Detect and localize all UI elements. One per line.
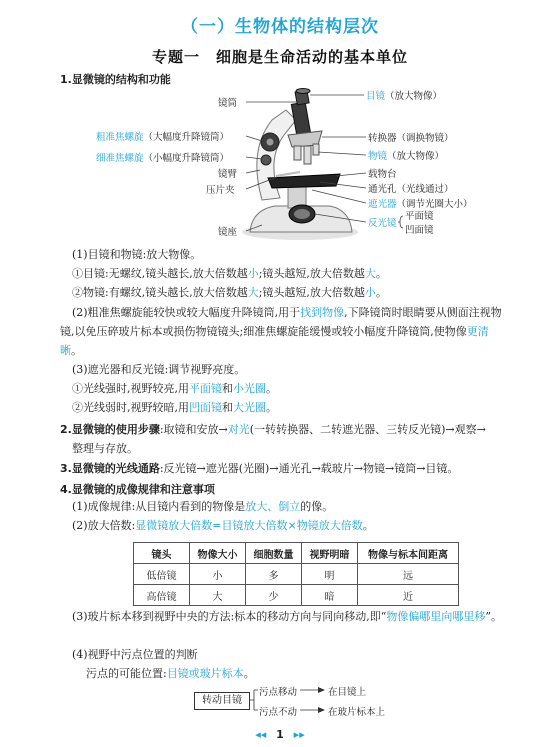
s1-line-4: (3)遮光器和反光镜:调节视野亮度。 [72, 363, 246, 376]
table-header-cell: 镜头 [134, 543, 190, 564]
s4-paragraph-3: (3)玻片标本移到视野中央的方法:标本的移动方向与同向移动,即“物像偏哪里向哪里移”。 [72, 610, 503, 623]
topic-title: 专题一 细胞是生命活动的基本单位 [151, 48, 408, 66]
in-eyepiece-label: 在目镜上 [328, 687, 367, 698]
s4-line-5: 污点的可能位置:目镜或玻片标本。 [86, 667, 255, 680]
label-concave-mirror: 凹面镜 [405, 225, 434, 236]
s1-line-2: ①目镜:无螺纹,镜头越长,放大倍数越小;镜头越短,放大倍数越大。 [72, 267, 387, 280]
prev-page-icon[interactable]: ◂◂ [255, 728, 267, 741]
next-page-icon[interactable]: ▸▸ [293, 728, 305, 741]
section-1-title: 1.显微镜的结构和功能 [60, 73, 171, 86]
label-stage: 载物台 [368, 169, 397, 180]
on-slide-label: 在玻片标本上 [328, 707, 386, 718]
table-cell: 多 [246, 564, 302, 585]
label-eyepiece: 目镜（放大物像） [366, 91, 443, 102]
table-cell: 低倍镜 [134, 564, 190, 585]
table-cell: 近 [358, 585, 459, 606]
s4-line-2: (2)放大倍数:显微镜放大倍数=目镜放大倍数×物镜放大倍数。 [72, 519, 374, 532]
label-fine-adjust: 细准焦螺旋（小幅度升降镜筒） [96, 153, 230, 164]
section-2: 2.显微镜的使用步骤:取镜和安放→对光(一转转换器、二转遮光器、三转反光镜)→观察→ 整理与存放。 [60, 423, 486, 455]
table-cell: 明 [302, 564, 358, 585]
table-header-cell: 细胞数量 [246, 543, 302, 564]
section-4-title: 4.显微镜的成像规律和注意事项 [60, 483, 215, 496]
s1-line-1: (1)目镜和物镜:放大物像。 [72, 248, 202, 261]
s4-line-4: (4)视野中污点位置的判断 [72, 648, 198, 661]
label-mirror: 反光镜 [368, 218, 397, 229]
spot-moves-label: 污点移动 [259, 687, 298, 698]
table-row [134, 585, 459, 606]
label-coarse-adjust: 粗准焦螺旋（大幅度升降镜筒） [96, 132, 230, 143]
table-cell: 高倍镜 [134, 585, 190, 606]
s1-line-6: ②光线弱时,视野较暗,用凹面镜和大光圈。 [72, 401, 277, 414]
table-header-cell: 物像与标本间距离 [358, 543, 459, 564]
chapter-title: （一）生物体的结构层次 [181, 17, 379, 37]
table-header-cell: 视野明暗 [302, 543, 358, 564]
page-number: ◂◂ 1 ▸▸ [255, 728, 305, 741]
table-cell: 少 [246, 585, 302, 606]
label-base: 镜座 [218, 227, 238, 238]
lens-comparison-table [133, 542, 459, 606]
table-cell: 暗 [302, 585, 358, 606]
table-header-cell: 物像大小 [190, 543, 246, 564]
rotate-eyepiece-box: 转动目镜 [194, 692, 250, 710]
section-3: 3.显微镜的光线通路:反光镜→遮光器(光圈)→通光孔→载玻片→物镜→镜筒→目镜。 [60, 462, 459, 475]
table-row [134, 564, 459, 585]
label-nosepiece: 转换器（调换物镜） [368, 133, 454, 144]
table-header-row [134, 543, 459, 564]
table-cell: 大 [190, 585, 246, 606]
label-barrel: 镜筒 [218, 98, 238, 109]
label-light-hole: 通光孔（光线通过） [368, 184, 454, 195]
s4-line-1: (1)成像规律:从目镜内看到的物像是放大、倒立的像。 [72, 500, 334, 513]
label-arm: 镜臂 [218, 169, 238, 180]
label-diaphragm: 遮光器（调节光圈大小） [368, 199, 473, 210]
spot-still-label: 污点不动 [259, 707, 298, 718]
table-cell: 小 [190, 564, 246, 585]
table-cell: 远 [358, 564, 459, 585]
label-stage-clip: 压片夹 [206, 185, 235, 196]
label-objective: 物镜（放大物像） [368, 151, 445, 162]
s1-line-3: ②物镜:有螺纹,镜头越长,放大倍数越大;镜头越短,放大倍数越小。 [72, 286, 387, 299]
s1-line-5: ①光线强时,视野较亮,用平面镜和小光圈。 [72, 382, 277, 395]
s1-paragraph-2: (2)粗准焦螺旋能较快或较大幅度升降镜筒,用于找到物像,下降镜筒时眼睛要从侧面注视物镜,以免压碎玻片标本或损伤物镜镜头;细准焦螺旋能缓慢或较小幅度升降镜筒,使物像更清晰。 [60, 306, 502, 357]
label-flat-mirror: 平面镜 [405, 211, 434, 222]
